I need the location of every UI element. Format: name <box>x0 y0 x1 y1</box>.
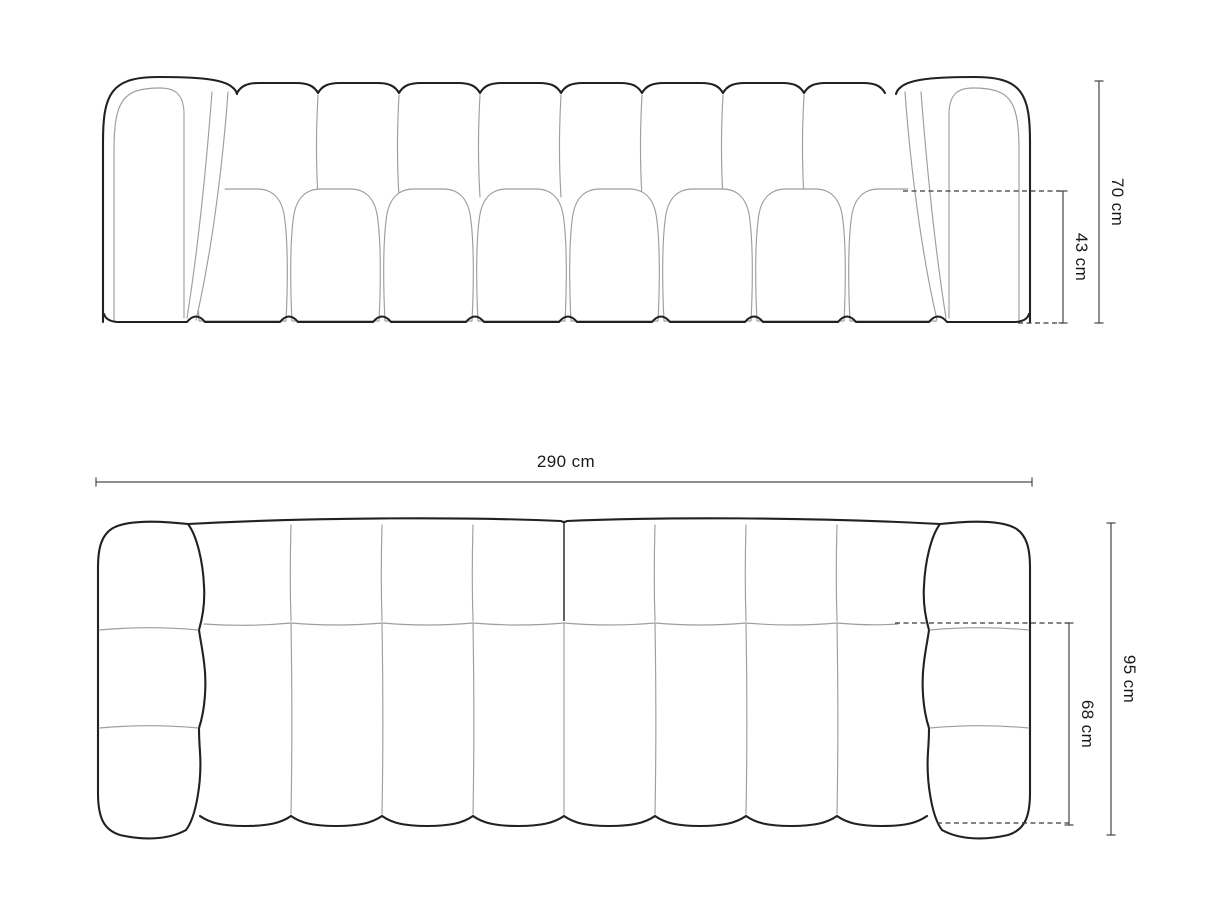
top-width-label: 290 cm <box>536 452 596 471</box>
top-seat-depth-dimension-line <box>1065 623 1074 825</box>
top-back-seat-boundary <box>204 623 898 625</box>
top-seat-front-scallops <box>200 816 927 826</box>
front-view <box>103 77 1127 323</box>
front-backrest-top-edge <box>237 83 885 93</box>
top-depth-label: 95 cm <box>1120 654 1139 704</box>
top-depth-dimension <box>1107 523 1140 835</box>
front-seat-cushions <box>198 189 939 321</box>
front-height-dimension <box>1095 81 1128 323</box>
top-width-dimension <box>96 452 1032 487</box>
top-depth-dimension-line <box>1107 523 1116 835</box>
top-width-dimension-line <box>96 478 1032 487</box>
front-seat-height-dimension-line <box>1059 191 1068 323</box>
front-height-dimension-line <box>1095 81 1104 323</box>
front-backrest-channel-seams <box>317 95 805 197</box>
top-seat-depth-label: 68 cm <box>1078 699 1097 749</box>
top-right-arm-fill <box>923 522 1030 839</box>
top-left-arm-fill <box>98 522 205 839</box>
front-height-label: 70 cm <box>1108 177 1127 227</box>
top-view <box>96 452 1139 838</box>
front-seat-height-label: 43 cm <box>1072 232 1091 282</box>
